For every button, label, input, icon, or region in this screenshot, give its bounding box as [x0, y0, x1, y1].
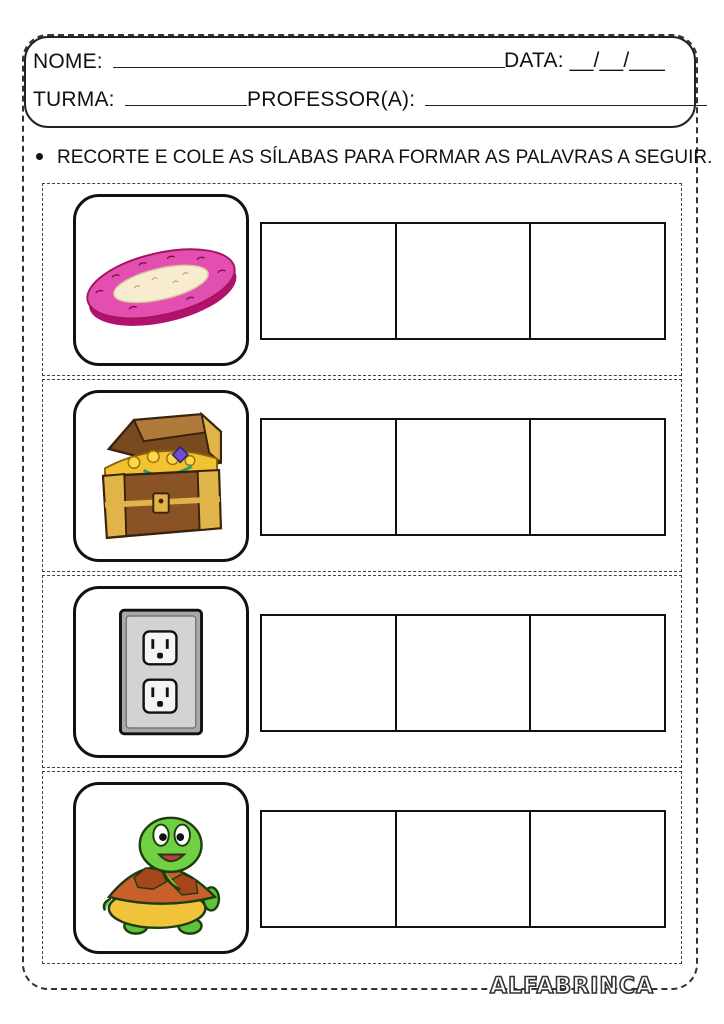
syllable-slot[interactable]	[529, 614, 666, 732]
exercise-row	[42, 379, 682, 572]
date-line	[504, 49, 665, 73]
syllable-slot[interactable]	[260, 810, 397, 928]
teacher-label: PROFESSOR(A):	[247, 88, 416, 111]
syllable-slot[interactable]	[260, 222, 397, 340]
treasure-chest-icon	[73, 390, 249, 562]
rug-icon	[73, 194, 249, 366]
syllable-slot[interactable]	[260, 614, 397, 732]
name-line	[33, 49, 505, 74]
instruction-text: RECORTE E COLE AS SÍLABAS PARA FORMAR AS PALAVRAS A SEGUIR.	[57, 147, 713, 168]
class-label: TURMA:	[33, 88, 115, 111]
syllable-slot[interactable]	[529, 810, 666, 928]
exercise-row	[42, 575, 682, 768]
exercise-row	[42, 771, 682, 964]
syllable-slot[interactable]	[395, 222, 532, 340]
syllable-boxes	[260, 222, 666, 342]
bullet-icon	[36, 153, 43, 160]
syllable-boxes	[260, 810, 666, 930]
date-field[interactable]: __/__/___	[569, 49, 666, 72]
class-line	[33, 87, 247, 112]
teacher-field[interactable]	[425, 87, 707, 106]
brand-logo: ALFABRINCA	[489, 974, 654, 999]
syllable-slot[interactable]	[529, 222, 666, 340]
instruction	[36, 147, 712, 169]
syllable-slot[interactable]	[395, 614, 532, 732]
syllable-boxes	[260, 418, 666, 538]
date-label: DATA:	[504, 49, 564, 72]
syllable-slot[interactable]	[395, 810, 532, 928]
syllable-slot[interactable]	[395, 418, 532, 536]
syllable-slot[interactable]	[260, 418, 397, 536]
syllable-slot[interactable]	[529, 418, 666, 536]
exercise-row	[42, 183, 682, 376]
name-label: NOME:	[33, 50, 103, 73]
teacher-line	[247, 87, 707, 112]
name-field[interactable]	[113, 49, 505, 68]
turtle-icon	[73, 782, 249, 954]
power-outlet-icon	[73, 586, 249, 758]
syllable-boxes	[260, 614, 666, 734]
class-field[interactable]	[125, 87, 247, 106]
